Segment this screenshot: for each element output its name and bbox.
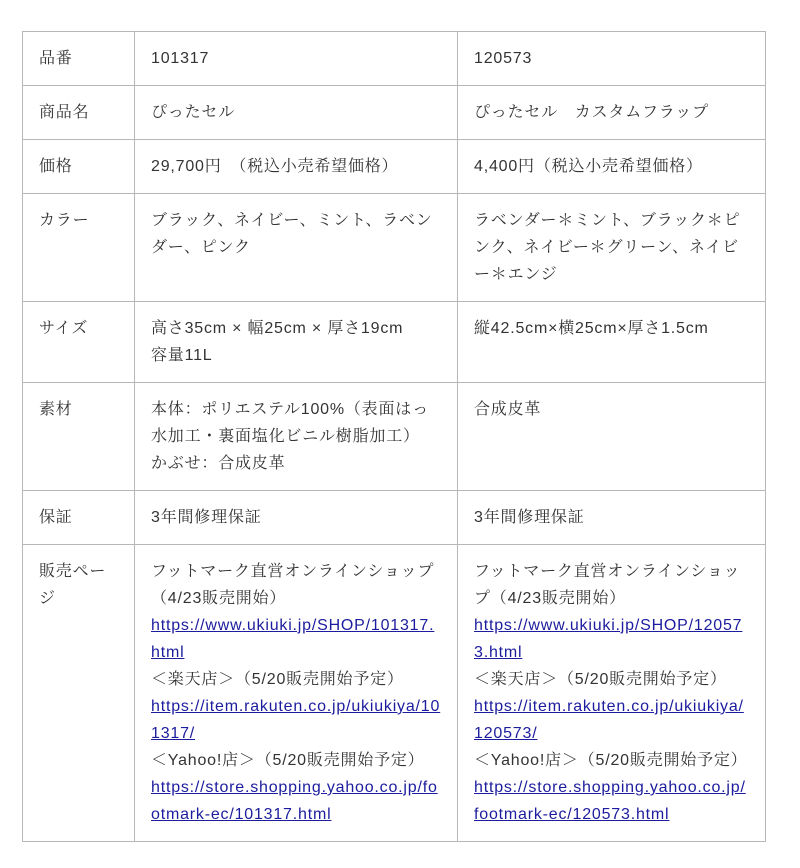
sales-page-link[interactable]: https://store.shopping.yahoo.co.jp/footmark-ec/101317.html [151, 779, 438, 823]
cell-text-line: 4,400円（税込小売希望価格） [474, 158, 703, 175]
row-label-product-name: 商品名 [23, 86, 135, 140]
product-a-color-cell [135, 194, 458, 302]
product-b-material-cell [458, 383, 766, 491]
product-comparison-section [22, 31, 766, 842]
table-row [23, 491, 766, 545]
product-a-size-cell [135, 302, 458, 383]
product-a-sales-page-cell [135, 545, 458, 842]
cell-text-line: 3年間修理保証 [151, 509, 262, 526]
product-comparison-table-body [23, 32, 766, 842]
table-row [23, 140, 766, 194]
cell-text-line: 3年間修理保証 [474, 509, 585, 526]
cell-text-line: ラベンダー＊ミント、ブラック＊ピンク、ネイビー＊グリーン、ネイビー＊エンジ [474, 212, 741, 283]
product-a-item-number-cell [135, 32, 458, 86]
table-row [23, 545, 766, 842]
cell-text-line: ぴったセル カスタムフラップ [474, 104, 709, 121]
row-label-sales-page: 販売ページ [23, 545, 135, 842]
cell-text-line: フットマーク直営オンラインショップ（4/23販売開始） [474, 563, 741, 607]
product-b-warranty-cell [458, 491, 766, 545]
cell-text-line: ＜Yahoo!店＞（5/20販売開始予定） [151, 752, 425, 769]
cell-text-line: 29,700円 （税込小売希望価格） [151, 158, 399, 175]
product-b-sales-page-cell [458, 545, 766, 842]
table-row [23, 32, 766, 86]
cell-text-line: ＜Yahoo!店＞（5/20販売開始予定） [474, 752, 748, 769]
row-label-material: 素材 [23, 383, 135, 491]
link-line [474, 612, 749, 666]
cell-text-line: 120573 [474, 50, 533, 67]
link-line [474, 693, 749, 747]
cell-text-line: ぴったセル [151, 104, 236, 121]
table-row [23, 383, 766, 491]
sales-page-link[interactable]: https://www.ukiuki.jp/SHOP/101317.html [151, 617, 435, 661]
product-b-price-cell [458, 140, 766, 194]
cell-text-line: 本体：ポリエステル100%（表面はっ水加工・裏面塩化ビニル樹脂加工） [151, 401, 429, 445]
link-line [474, 774, 749, 828]
product-a-price-cell [135, 140, 458, 194]
link-line [151, 693, 441, 747]
product-comparison-table [22, 31, 766, 842]
row-label-price: 価格 [23, 140, 135, 194]
link-line [151, 774, 441, 828]
cell-text-line: 高さ35cm × 幅25cm × 厚さ19cm [151, 320, 404, 337]
product-b-color-cell [458, 194, 766, 302]
link-line [151, 612, 441, 666]
cell-text-line: ＜楽天店＞（5/20販売開始予定） [474, 671, 727, 688]
sales-page-link[interactable]: https://item.rakuten.co.jp/ukiukiya/120573/ [474, 698, 744, 742]
cell-text-line: ブラック、ネイビー、ミント、ラベンダー、ピンク [151, 212, 433, 256]
product-b-product-name-cell [458, 86, 766, 140]
table-row [23, 302, 766, 383]
product-b-item-number-cell [458, 32, 766, 86]
table-row [23, 86, 766, 140]
sales-page-link[interactable]: https://item.rakuten.co.jp/ukiukiya/101317/ [151, 698, 441, 742]
product-a-warranty-cell [135, 491, 458, 545]
sales-page-link[interactable]: https://www.ukiuki.jp/SHOP/120573.html [474, 617, 743, 661]
row-label-size: サイズ [23, 302, 135, 383]
row-label-color: カラー [23, 194, 135, 302]
cell-text-line: 縦42.5cm×横25cm×厚さ1.5cm [474, 320, 709, 337]
cell-text-line: 101317 [151, 50, 210, 67]
cell-text-line: フットマーク直営オンラインショップ（4/23販売開始） [151, 563, 435, 607]
cell-text-line: かぶせ：合成皮革 [151, 455, 286, 472]
row-label-item-number: 品番 [23, 32, 135, 86]
cell-text-line: ＜楽天店＞（5/20販売開始予定） [151, 671, 404, 688]
product-a-product-name-cell [135, 86, 458, 140]
sales-page-link[interactable]: https://store.shopping.yahoo.co.jp/footmark-ec/120573.html [474, 779, 746, 823]
table-row [23, 194, 766, 302]
row-label-warranty: 保証 [23, 491, 135, 545]
cell-text-line: 容量11L [151, 347, 213, 364]
cell-text-line: 合成皮革 [474, 401, 542, 418]
product-b-size-cell [458, 302, 766, 383]
product-a-material-cell [135, 383, 458, 491]
